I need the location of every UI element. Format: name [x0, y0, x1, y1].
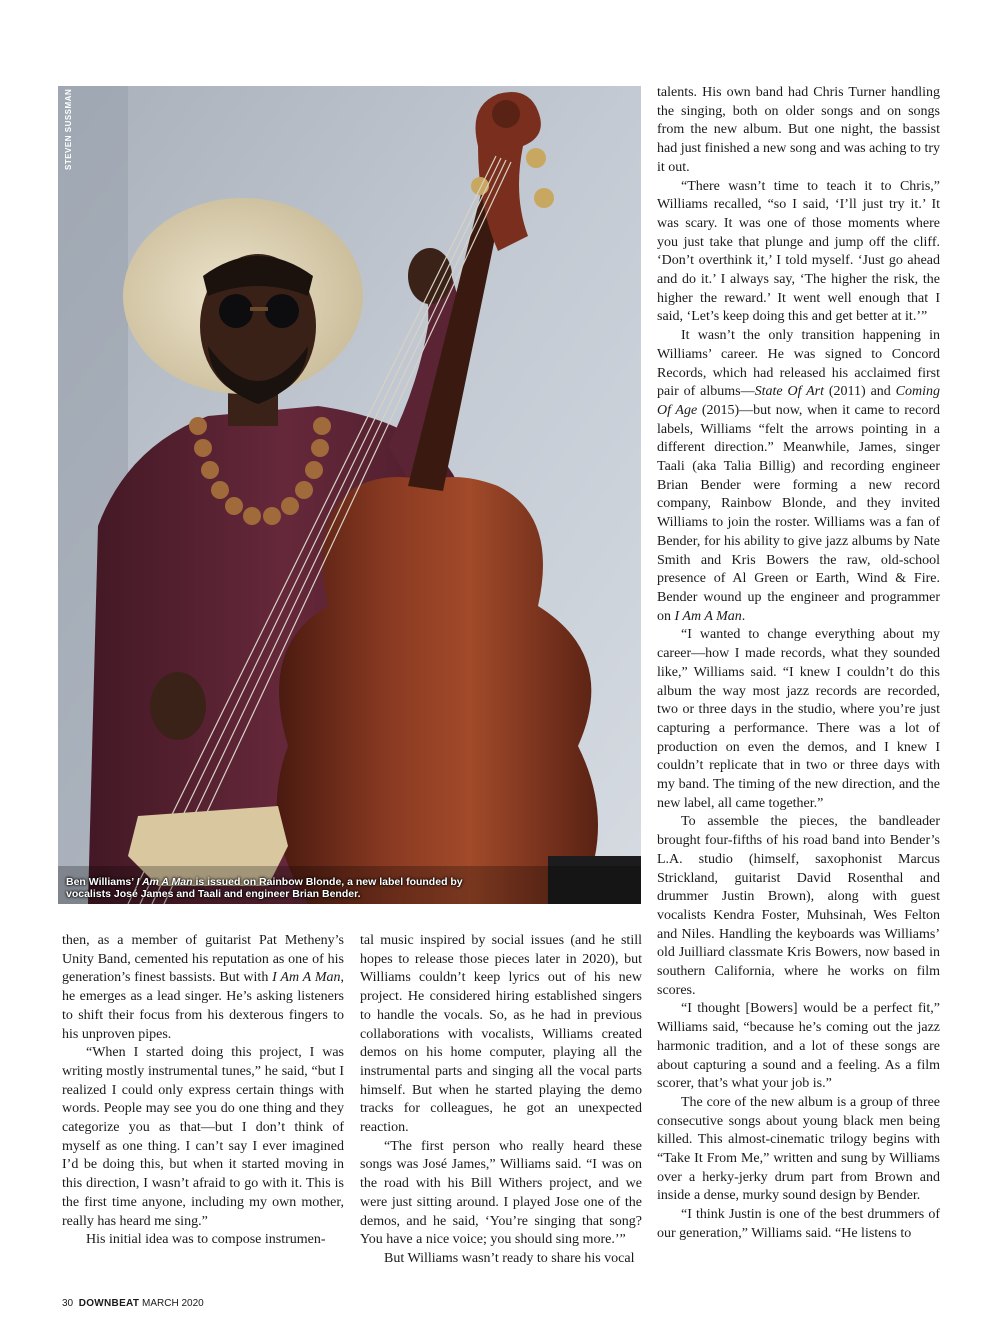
paragraph — [657, 1206, 940, 1243]
issue-date: MARCH 2020 — [142, 1298, 204, 1309]
article-column-right — [657, 84, 940, 1244]
paragraph-text: , he emerges as a lead singer. He’s asking listeners to shift their focus from his dexterous fingers to his unproven pipes. — [62, 970, 344, 1042]
sunglasses-right — [265, 294, 299, 328]
article-column-middle — [360, 932, 642, 1269]
bassist-illustration — [58, 86, 641, 904]
paragraph-text: “I wanted to change everything about my career—how I made records, what they sounded like,” Williams said. “I knew I couldn’t do this album the way most jazz records are recorded, two or three days in the studio, where you’re just capturing a performance. There was a lot of production on even the demos, and I knew I couldn’t replicate that in two or three days with my band. The timing of the new direction, and the new label, all came together.” — [657, 627, 940, 811]
paragraph-text: (2011) and — [824, 384, 896, 400]
sunglasses-bridge — [250, 307, 268, 311]
paragraph-text: (2015)—but now, when it came to record labels, Williams “felt the arrows pointing in a different direction.” Meanwhile, James, singer Taali (aka Talia Billig) and recording engineer Brian Bender were forming a new record company, Rainbow Blonde, and they invited Williams to join the roster. Williams was a fan of Bender, for his ability to give jazz albums by Nate Smith and Kris Bowers the raw, old-school presence of Al Green or Earth, Wind & Fire. Bender wound up the engineer and programmer on — [657, 402, 940, 624]
paragraph — [360, 1250, 642, 1269]
caption-album-title: I Am A Man — [136, 876, 193, 888]
scroll-curl — [492, 100, 520, 128]
paragraph-text: “When I started doing this project, I was writing mostly instrumental tunes,” he said, “but I realized I could only express certain things with words. People may see you do one thing and they categorize you as that—but I don’t think of myself as one thing. I can’t say I ever imagined I’d be doing this, but when it started moving in this direction, I wasn’t afraid to go with it. This is the first time anyone, including my own mother, really has heard me sing.” — [62, 1045, 344, 1229]
paragraph-text: His initial idea was to compose instrumen- — [86, 1232, 326, 1248]
paragraph-text: . — [741, 608, 746, 624]
paragraph-text: “The first person who really heard these songs was José James,” Williams said. “I was on the road with his Bill Withers project, and we were just sitting around. I played Jose one of the demos, and he said, ‘You’re singing that song? You have a nice voice; you should sing more.’” — [360, 1138, 642, 1248]
album-title: I Am A Man — [674, 608, 742, 624]
paragraph-text: It wasn’t the only transition happening in Williams’ career. He was signed to Concord Records, which had released his acclaimed first pair of albums— — [657, 328, 940, 400]
plucking-hand — [150, 672, 206, 740]
paragraph-text: talents. His own band had Chris Turner handling the singing, both on older songs and on songs from the new album. But one night, the bassist had just finished a new song and was aching to try it out. — [657, 85, 940, 175]
album-title: I Am A Man — [272, 970, 341, 986]
album-title: Coming Of Age — [657, 384, 940, 418]
page-folio — [62, 1298, 204, 1309]
paragraph-text: To assemble the pieces, the bandleader brought four-fifths of his road band into Bender’s L.A. studio (himself, saxophonist Marcus Strickland, guitarist David Rosenthal and drummer Justin Brown), along with guest vocalists Kendra Foster, Muhsinah, Wes Felton and Niles. Handling the keyboards was Williams’ old Juilliard classmate Kris Bowers, now based in southern California, where he works on film scores. — [657, 814, 940, 998]
paragraph — [360, 932, 642, 1138]
paragraph — [657, 1000, 940, 1094]
paragraph — [657, 1094, 940, 1206]
feature-photo — [58, 86, 641, 904]
caption-text: is issued on Rainbow Blonde, a new label founded by vocalists José James and Taali and engineer Brian Bender. — [66, 876, 463, 900]
paragraph-text: “I thought [Bowers] would be a perfect fit,” Williams said, “because he’s coming out the jazz harmonic tradition, and a lot of these songs are about capturing a sound and a feeling. As a film scorer, that’s what your job is.” — [657, 1001, 940, 1092]
magazine-name: DOWNBEAT — [78, 1298, 140, 1309]
paragraph — [62, 1044, 344, 1231]
paragraph-text: tal music inspired by social issues (and he still hopes to release those pieces later in 2020), but Williams couldn’t keep lyrics out of his new project. He considered hiring established singers to handle the vocals. So, as he had in previous collaborations with vocalists, Williams created demos on his home computer, playing all the instrumental parts and singing all the vocal parts himself. But when he started playing the demo tracks for colleagues, he got an unexpected reaction. — [360, 933, 642, 1136]
paragraph-text: “There wasn’t time to teach it to Chris,” Williams recalled, “so I said, ‘I’ll just try it.’ It was scary. It was one of those moments where you just take that plunge and jump off the cliff. ‘Don’t overthink it,’ I told myself. ‘Just go ahead and do it.’ I always say, ‘The higher the risk, the higher the reward.’ It went well enough that I said, ‘Let’s keep doing this and get better at it.’” — [657, 178, 940, 325]
photo-credit — [62, 90, 78, 170]
paragraph-text: then, as a member of guitarist Pat Metheny’s Unity Band, cemented his reputation as one of his generation’s finest bassists. But with — [62, 933, 344, 986]
photo-credit-text: STEVEN SUSSMAN — [64, 88, 73, 170]
raised-hand — [408, 248, 452, 304]
paragraph-text: “I think Justin is one of the best drummers of our generation,” Williams said. “He listens to — [657, 1207, 940, 1241]
paragraph — [62, 932, 344, 1044]
article-column-left — [62, 932, 344, 1250]
paragraph — [657, 327, 940, 626]
photo-caption — [66, 876, 486, 900]
album-title: State Of Art — [754, 384, 825, 400]
paragraph — [360, 1138, 642, 1250]
paragraph — [657, 626, 940, 813]
paragraph-text: The core of the new album is a group of three consecutive songs about young black men being killed. This almost-cinematic trilogy begins with “Take It From Me,” written and sung by Williams over a herky-jerky drum part from Brown and inside a dense, murky sound design by Bender. — [657, 1094, 940, 1204]
caption-name: Ben Williams’ — [66, 876, 134, 888]
paragraph — [657, 813, 940, 1000]
paragraph — [62, 1231, 344, 1250]
paragraph — [657, 84, 940, 178]
paragraph — [657, 178, 940, 328]
page-number: 30 — [62, 1298, 74, 1309]
paragraph-text: But Williams wasn’t ready to share his vocal — [384, 1250, 635, 1266]
sunglasses-left — [219, 294, 253, 328]
